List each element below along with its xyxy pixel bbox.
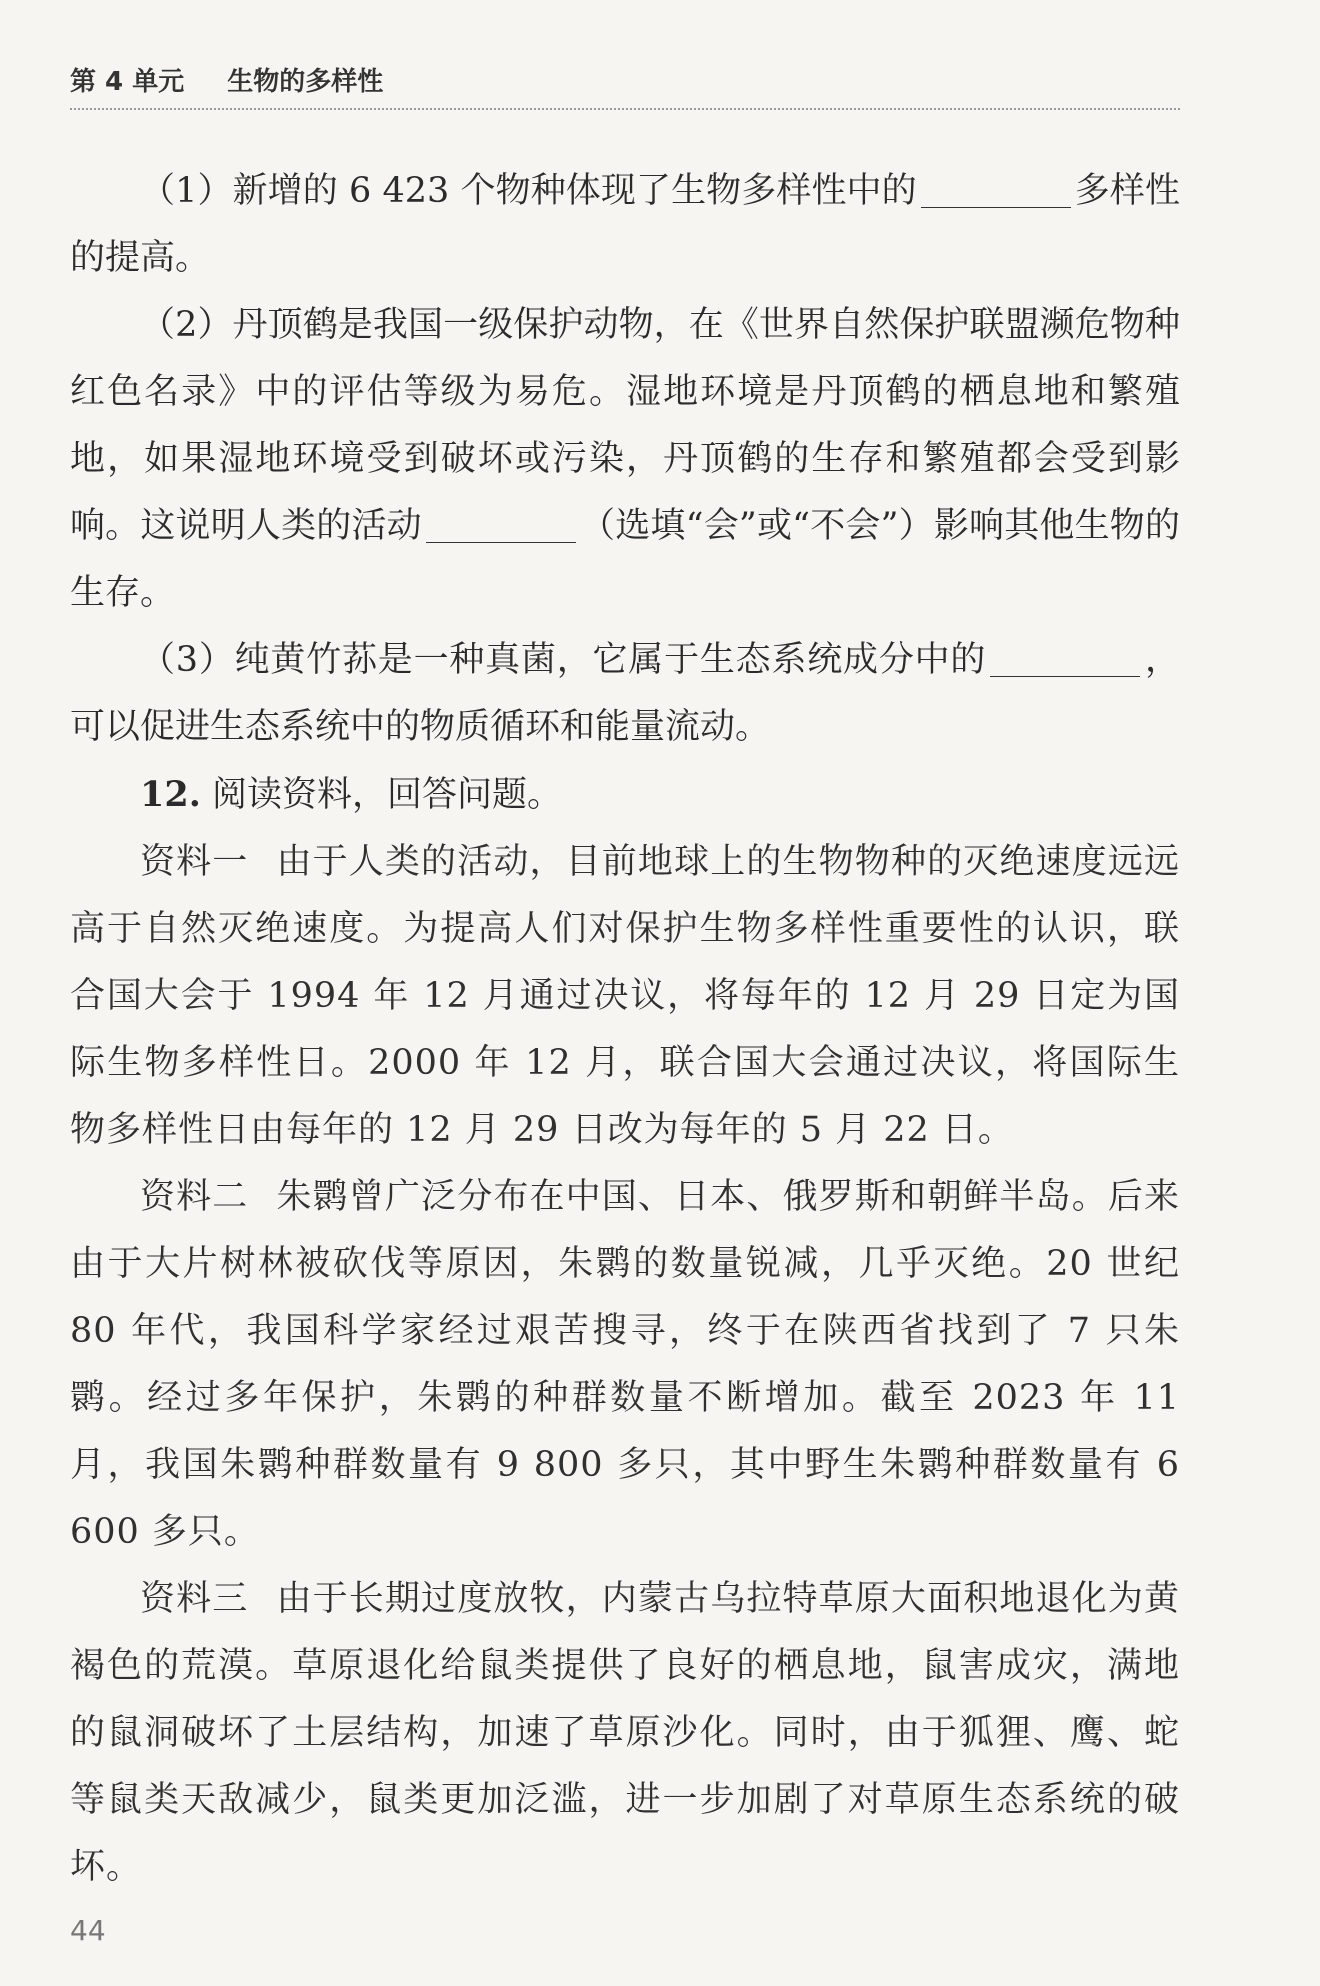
material-2-text: 朱鹮曾广泛分布在中国、日本、俄罗斯和朝鲜半岛。后来由于大片树林被砍伐等原因，朱鹮的数量锐减，几乎灭绝。20 世纪 80 年代，我国科学家经过艰苦搜寻，终于在陕西省找到了 7 只朱鹮。经过多年保护，朱鹮的种群数量不断增加。截至 2023 年 11 月，我国朱鹮种群数量有 9 800 多只，其中野生朱鹮种群数量有 6 600 多只。 — [70, 1177, 1180, 1552]
material-3 — [70, 1566, 1180, 1901]
q2-text-before: （2）丹顶鹤是我国一级保护动物，在《世界自然保护联盟濒危物种红色名录》中的评估等级为易危。湿地环境是丹顶鹤的栖息地和繁殖地，如果湿地环境受到破坏或污染，丹顶鹤的生存和繁殖都会受到影响。这说明人类的活动 — [70, 305, 1180, 546]
q1-text-after: 多样性的提高。 — [70, 171, 1180, 278]
material-2 — [70, 1164, 1180, 1566]
answer-blank-1[interactable] — [921, 169, 1071, 208]
question-11-part-2 — [70, 292, 1180, 627]
q2-text-after: （选填“会”或“不会”）影响其他生物的生存。 — [70, 506, 1180, 613]
material-1-text: 由于人类的活动，目前地球上的生物物种的灭绝速度远远高于自然灭绝速度。为提高人们对保护生物多样性重要性的认识，联合国大会于 1994 年 12 月通过决议，将每年的 12 月 29 日定为国际生物多样性日。2000 年 12 月，联合国大会通过决议，将国际生物多样性日由每年的 12 月 29 日改为每年的 5 月 22 日。 — [70, 842, 1180, 1150]
material-2-label: 资料二 — [140, 1177, 249, 1217]
material-1 — [70, 829, 1180, 1164]
q3-text-after: ，可以促进生态系统中的物质循环和能量流动。 — [70, 640, 1180, 747]
answer-blank-2[interactable] — [426, 504, 576, 543]
textbook-page — [70, 62, 1180, 1947]
unit-title: 生物的多样性 — [227, 67, 384, 97]
unit-label: 第 4 单元 — [70, 67, 185, 97]
question-12-text: 阅读资料，回答问题。 — [212, 775, 563, 815]
q3-text-before: （3）纯黄竹荪是一种真菌，它属于生态系统成分中的 — [140, 640, 987, 680]
question-12-number: 12. — [140, 774, 201, 815]
q1-text-before: （1）新增的 6 423 个物种体现了生物多样性中的 — [140, 171, 917, 211]
page-content — [70, 158, 1180, 1901]
material-3-text: 由于长期过度放牧，内蒙古乌拉特草原大面积地退化为黄褐色的荒漠。草原退化给鼠类提供了良好的栖息地，鼠害成灾，满地的鼠洞破坏了土层结构，加速了草原沙化。同时，由于狐狸、鹰、蛇等鼠类天敌减少，鼠类更加泛滥，进一步加剧了对草原生态系统的破坏。 — [70, 1579, 1180, 1887]
question-11-part-3 — [70, 627, 1180, 761]
material-3-label: 资料三 — [140, 1579, 249, 1619]
page-number: 44 — [70, 1914, 106, 1947]
material-1-label: 资料一 — [140, 842, 249, 882]
question-12 — [70, 761, 1180, 829]
page-header — [70, 62, 1180, 110]
answer-blank-3[interactable] — [990, 638, 1140, 677]
question-11-part-1 — [70, 158, 1180, 292]
